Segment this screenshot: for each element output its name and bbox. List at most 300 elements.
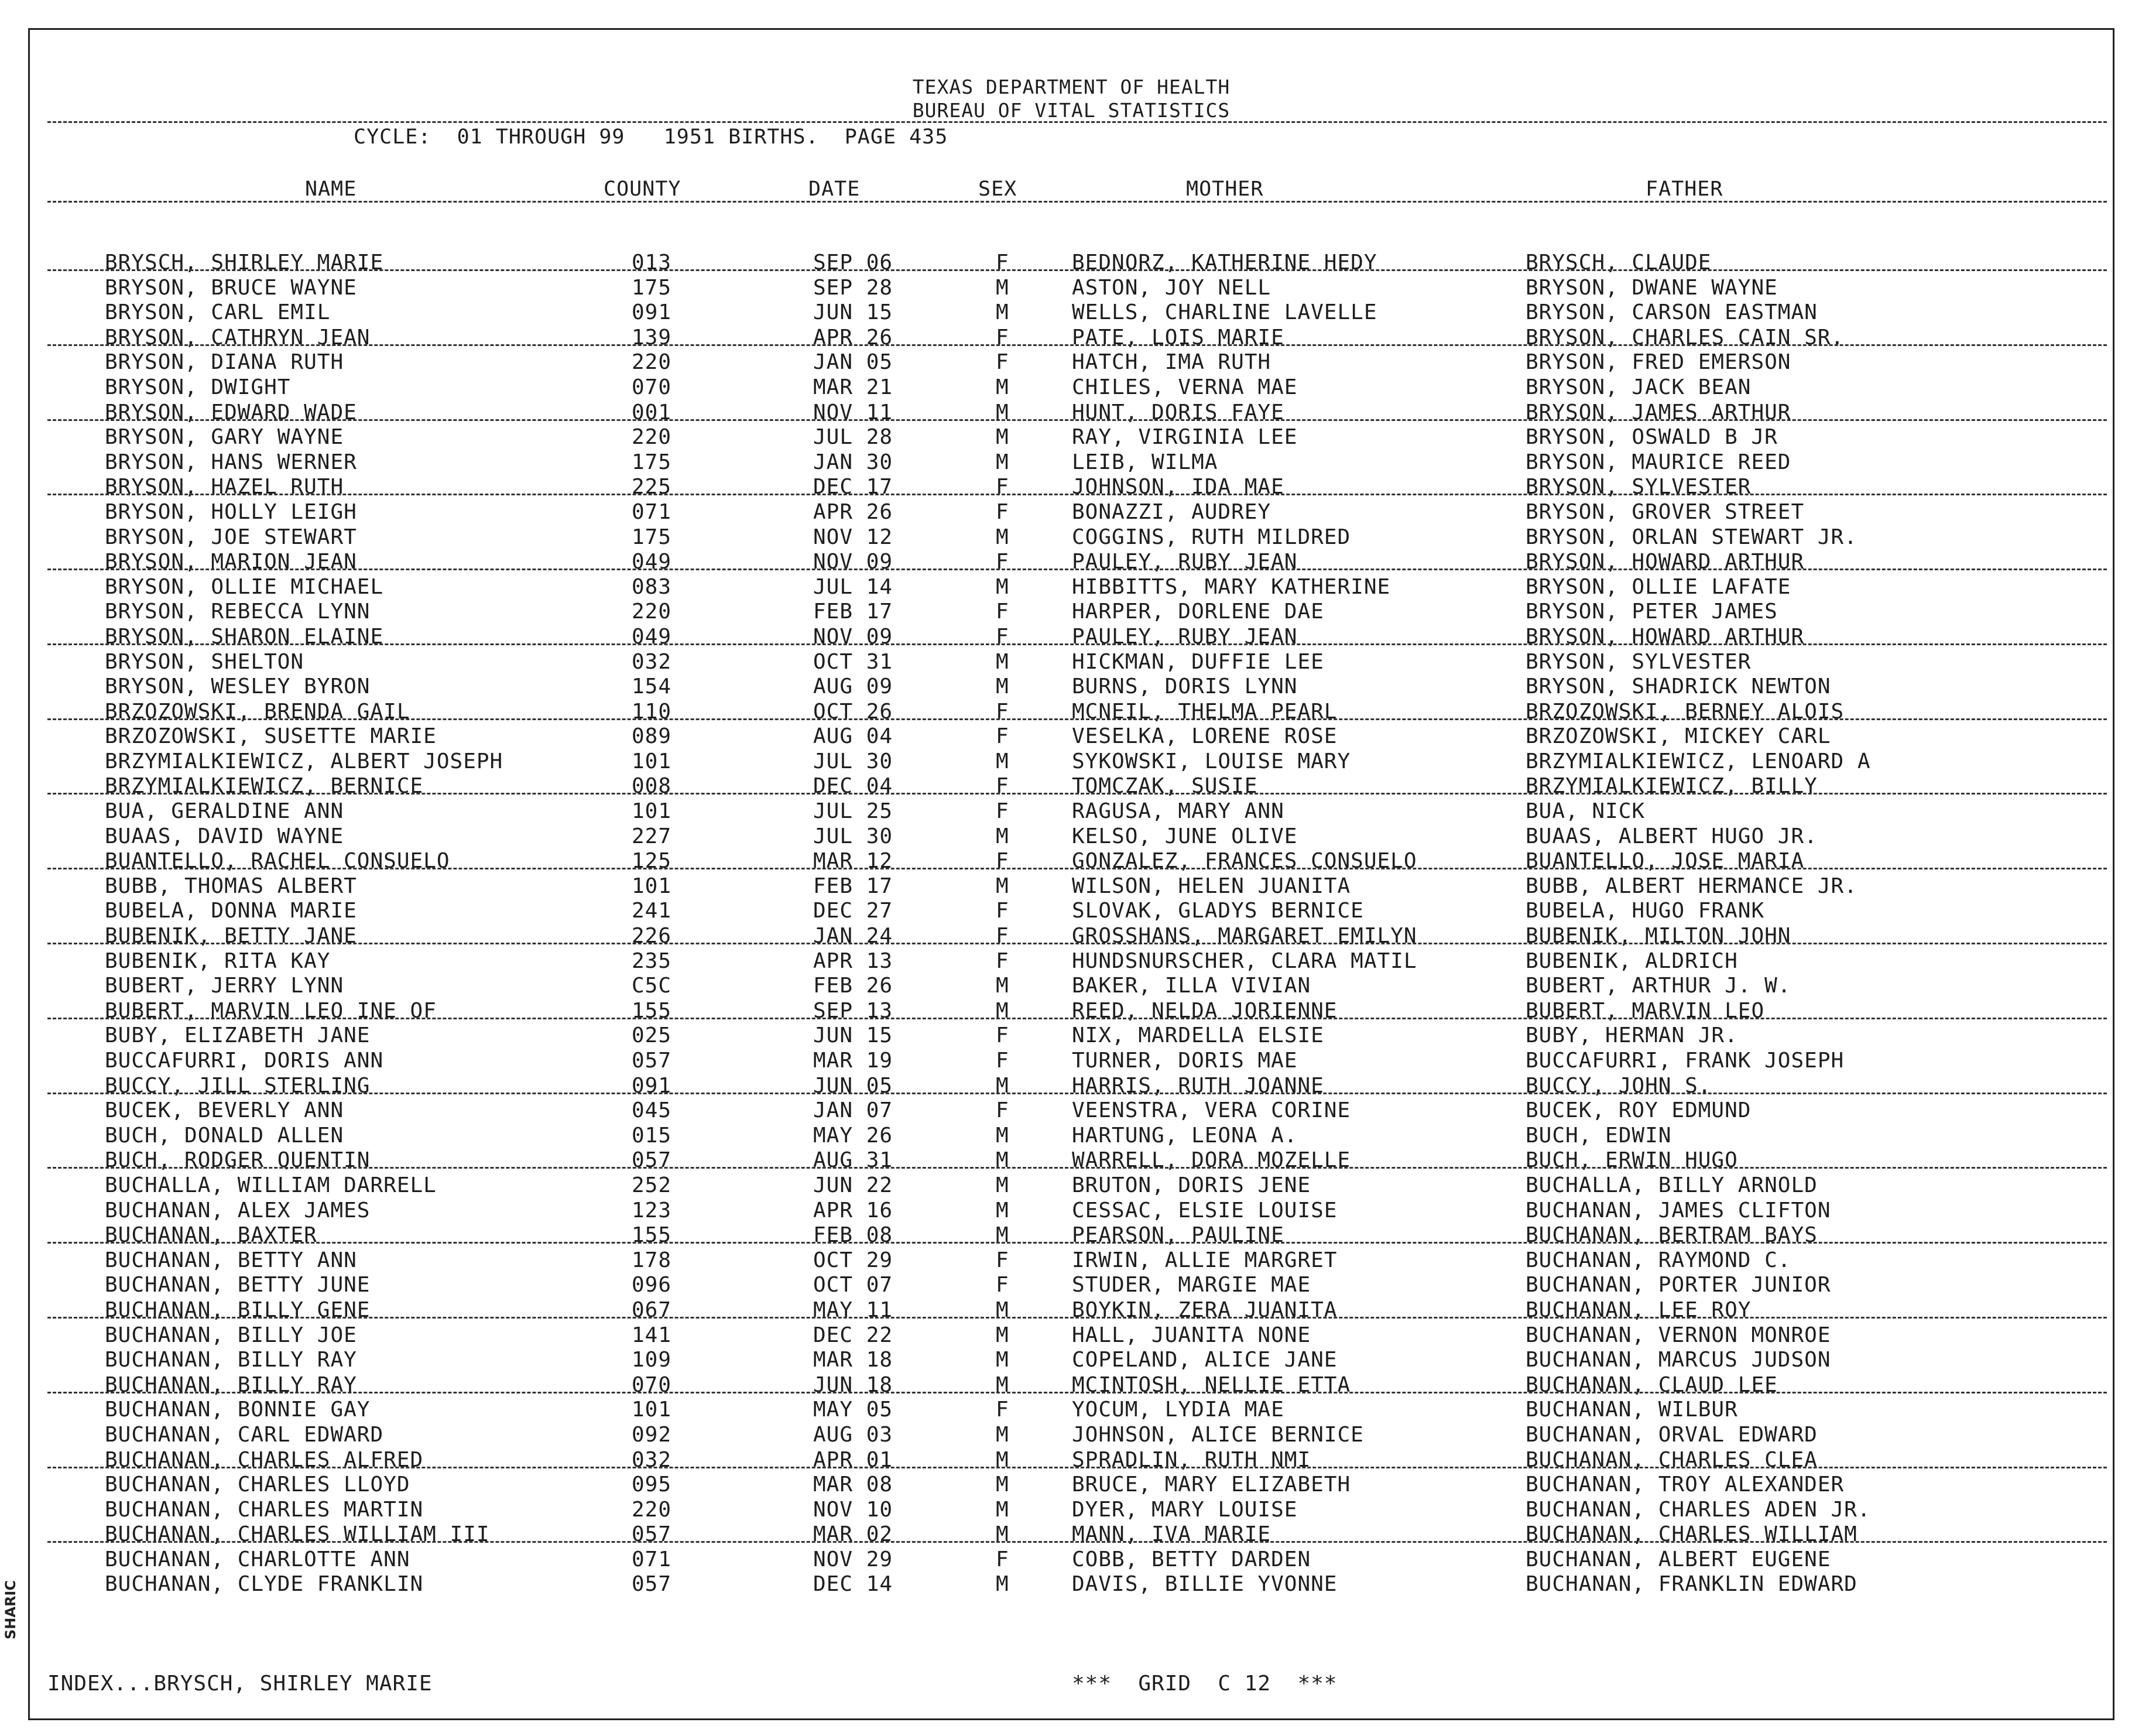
table-row [30, 1498, 2113, 1523]
cell-date: FEB 08 [813, 1223, 893, 1248]
cell-name: BUCHANAN, CHARLOTTE ANN [105, 1547, 410, 1571]
cell-father: BUCHANAN, ORVAL EDWARD [1526, 1422, 1818, 1447]
cell-mother: COPELAND, ALICE JANE [1072, 1348, 1338, 1372]
table-row [30, 426, 2113, 451]
cell-father: BRYSON, HOWARD ARTHUR [1526, 624, 1805, 649]
cell-date: AUG 03 [813, 1422, 893, 1447]
cell-name: BUCHANAN, BAXTER [105, 1223, 317, 1248]
cell-mother: VESELKA, LORENE ROSE [1072, 724, 1338, 749]
table-row [30, 625, 2113, 650]
column-header-rule [47, 201, 2107, 203]
cell-county: 032 [632, 649, 672, 674]
cell-name: BUBERT, JERRY LYNN [105, 974, 344, 998]
cell-date: JAN 07 [813, 1098, 893, 1123]
cell-sex: F [996, 350, 1009, 375]
cell-sex: M [996, 1572, 1009, 1597]
cell-sex: M [996, 1297, 1009, 1322]
cell-mother: WARRELL, DORA MOZELLE [1072, 1148, 1351, 1173]
cell-name: BRYSON, WESLEY BYRON [105, 674, 371, 699]
cell-name: BUCHANAN, CHARLES LLOYD [105, 1473, 410, 1497]
cell-date: FEB 17 [813, 600, 893, 624]
side-stamp: SHARIC [2, 1580, 19, 1639]
cell-date: NOV 12 [813, 525, 893, 549]
table-row [30, 276, 2113, 302]
cell-sex: F [996, 499, 1009, 524]
cell-date: MAR 02 [813, 1522, 893, 1547]
cell-county: 057 [632, 1522, 672, 1547]
cell-mother: BRUCE, MARY ELIZABETH [1072, 1473, 1351, 1497]
column-header-mother: MOTHER [1186, 177, 1264, 201]
cell-date: OCT 26 [813, 699, 893, 724]
cell-county: 025 [632, 1023, 672, 1048]
cell-date: APR 26 [813, 325, 893, 350]
table-row [30, 1573, 2113, 1598]
cell-father: BRYSON, PETER JAMES [1526, 600, 1778, 624]
cell-date: MAR 21 [813, 375, 893, 399]
cell-county: 241 [632, 899, 672, 923]
cell-name: BRYSON, HOLLY LEIGH [105, 499, 357, 524]
table-row [30, 950, 2113, 975]
cell-sex: F [996, 899, 1009, 923]
cell-mother: PAULEY, RUBY JEAN [1072, 550, 1298, 574]
cell-county: 091 [632, 300, 672, 325]
cell-name: BUCHANAN, BILLY RAY [105, 1372, 357, 1397]
cell-name: BUCHANAN, CHARLES ALFRED [105, 1447, 424, 1472]
cell-county: 045 [632, 1098, 672, 1123]
cell-county: 252 [632, 1173, 672, 1197]
cell-name: BRYSON, MARION JEAN [105, 550, 357, 574]
table-row [30, 451, 2113, 476]
cell-mother: COBB, BETTY DARDEN [1072, 1547, 1311, 1571]
table-row [30, 600, 2113, 625]
table-row [30, 550, 2113, 576]
cell-father: BUBENIK, ALDRICH [1526, 949, 1738, 973]
cell-mother: BRUTON, DORIS JENE [1072, 1173, 1311, 1197]
cell-county: 155 [632, 998, 672, 1023]
printout-page [28, 28, 2114, 1720]
cell-sex: F [996, 1547, 1009, 1571]
cell-name: BRZYMIALKIEWICZ, BERNICE [105, 774, 424, 799]
cell-county: 091 [632, 1073, 672, 1098]
cell-sex: M [996, 1198, 1009, 1223]
cell-name: BUBENIK, BETTY JANE [105, 924, 357, 949]
cell-date: OCT 07 [813, 1273, 893, 1297]
cell-date: APR 13 [813, 949, 893, 973]
cell-date: JUL 30 [813, 824, 893, 848]
cell-name: BRYSON, JOE STEWART [105, 525, 357, 549]
table-row [30, 326, 2113, 351]
cell-county: 109 [632, 1348, 672, 1372]
table-row [30, 1249, 2113, 1274]
table-row [30, 1324, 2113, 1349]
cell-sex: F [996, 624, 1009, 649]
table-row [30, 376, 2113, 401]
cell-sex: M [996, 1223, 1009, 1248]
cell-father: BUCHANAN, VERNON MONROE [1526, 1323, 1831, 1347]
cell-name: BRYSON, DWIGHT [105, 375, 291, 399]
cell-name: BUCHANAN, CLYDE FRANKLIN [105, 1572, 424, 1597]
cell-mother: WILSON, HELEN JUANITA [1072, 874, 1351, 898]
cell-sex: M [996, 1422, 1009, 1447]
cell-father: BRYSON, CARSON EASTMAN [1526, 300, 1818, 325]
cell-mother: SLOVAK, GLADYS BERNICE [1072, 899, 1364, 923]
cell-father: BUBERT, MARVIN LEO [1526, 998, 1765, 1023]
cell-county: 220 [632, 425, 672, 450]
cell-father: BRYSON, OLLIE LAFATE [1526, 574, 1791, 599]
cell-name: BUANTELLO, RACHEL CONSUELO [105, 849, 450, 874]
cell-date: JAN 05 [813, 350, 893, 375]
cell-sex: F [996, 475, 1009, 499]
cell-sex: F [996, 1023, 1009, 1048]
cell-mother: HUNT, DORIS FAYE [1072, 400, 1284, 424]
cell-mother: GONZALEZ, FRANCES CONSUELO [1072, 849, 1417, 874]
cell-mother: PAULEY, RUBY JEAN [1072, 624, 1298, 649]
table-row [30, 1273, 2113, 1299]
cell-mother: BAKER, ILLA VIVIAN [1072, 974, 1311, 998]
cell-sex: M [996, 1173, 1009, 1197]
cell-county: 096 [632, 1273, 672, 1297]
cell-father: BUCHANAN, BERTRAM BAYS [1526, 1223, 1818, 1248]
cell-county: 155 [632, 1223, 672, 1248]
cell-date: SEP 06 [813, 251, 893, 275]
cell-county: 049 [632, 550, 672, 574]
table-row [30, 650, 2113, 676]
cell-date: JUL 28 [813, 425, 893, 450]
cell-mother: HICKMAN, DUFFIE LEE [1072, 649, 1324, 674]
table-row [30, 251, 2113, 276]
cell-sex: M [996, 425, 1009, 450]
cell-sex: M [996, 674, 1009, 699]
cell-mother: MANN, IVA MARIE [1072, 1522, 1272, 1547]
header-agency: TEXAS DEPARTMENT OF HEALTH [912, 76, 1231, 98]
cell-county: 125 [632, 849, 672, 874]
cell-name: BRYSON, BRUCE WAYNE [105, 275, 357, 300]
cell-father: BRZYMIALKIEWICZ, LENOARD A [1526, 749, 1871, 773]
cell-name: BUCHANAN, BILLY RAY [105, 1348, 357, 1372]
cell-county: 070 [632, 375, 672, 399]
cell-sex: M [996, 1123, 1009, 1148]
cell-sex: M [996, 300, 1009, 325]
cell-county: 057 [632, 1572, 672, 1597]
cell-sex: F [996, 774, 1009, 799]
cell-county: 092 [632, 1422, 672, 1447]
cell-father: BUCHANAN, TROY ALEXANDER [1526, 1473, 1845, 1497]
table-row [30, 1224, 2113, 1249]
cell-father: BRYSON, SYLVESTER [1526, 649, 1752, 674]
cell-name: BUCH, DONALD ALLEN [105, 1123, 344, 1148]
cell-name: BUBB, THOMAS ALBERT [105, 874, 357, 898]
cell-name: BUAAS, DAVID WAYNE [105, 824, 344, 848]
cell-father: BUCHANAN, CLAUD LEE [1526, 1372, 1778, 1397]
table-row [30, 1299, 2113, 1324]
cell-father: BUCHALLA, BILLY ARNOLD [1526, 1173, 1818, 1197]
cell-name: BRZYMIALKIEWICZ, ALBERT JOSEPH [105, 749, 503, 773]
cell-sex: M [996, 1323, 1009, 1347]
cell-father: BUBENIK, MILTON JOHN [1526, 924, 1791, 949]
cell-father: BUCHANAN, JAMES CLIFTON [1526, 1198, 1831, 1223]
table-row [30, 800, 2113, 825]
table-row [30, 725, 2113, 750]
cell-county: 001 [632, 400, 672, 424]
cell-sex: M [996, 1148, 1009, 1173]
cell-date: MAR 19 [813, 1049, 893, 1073]
cell-father: BUA, NICK [1526, 799, 1646, 824]
cell-mother: TOMCZAK, SUSIE [1072, 774, 1258, 799]
cell-sex: F [996, 1273, 1009, 1297]
cell-father: BUCHANAN, PORTER JUNIOR [1526, 1273, 1831, 1297]
table-row [30, 675, 2113, 700]
cell-mother: WELLS, CHARLINE LAVELLE [1072, 300, 1377, 325]
cell-date: JAN 24 [813, 924, 893, 949]
cell-sex: F [996, 251, 1009, 275]
cell-name: BUCHANAN, BILLY JOE [105, 1323, 357, 1347]
cell-date: APR 26 [813, 499, 893, 524]
cell-sex: M [996, 400, 1009, 424]
cell-county: 141 [632, 1323, 672, 1347]
table-row [30, 1049, 2113, 1074]
cell-name: BRYSCH, SHIRLEY MARIE [105, 251, 384, 275]
table-row [30, 1024, 2113, 1049]
cell-mother: HATCH, IMA RUTH [1072, 350, 1272, 375]
cell-name: BUCH, RODGER QUENTIN [105, 1148, 371, 1173]
cell-mother: MCNEIL, THELMA PEARL [1072, 699, 1338, 724]
cell-county: 095 [632, 1473, 672, 1497]
cell-date: JUN 15 [813, 1023, 893, 1048]
cell-sex: M [996, 874, 1009, 898]
cell-date: DEC 17 [813, 475, 893, 499]
cell-father: BUANTELLO, JOSE MARIA [1526, 849, 1805, 874]
cell-name: BRYSON, HANS WERNER [105, 450, 357, 474]
cell-date: JUL 25 [813, 799, 893, 824]
cell-sex: F [996, 699, 1009, 724]
cell-date: JUN 18 [813, 1372, 893, 1397]
cell-father: BRYSON, DWANE WAYNE [1526, 275, 1778, 300]
cell-name: BUCEK, BEVERLY ANN [105, 1098, 344, 1123]
cell-mother: RAY, VIRGINIA LEE [1072, 425, 1298, 450]
cell-father: BRYSON, JAMES ARTHUR [1526, 400, 1791, 424]
column-header-county: COUNTY [604, 177, 681, 201]
cell-mother: GROSSHANS, MARGARET EMILYN [1072, 924, 1417, 949]
cell-sex: F [996, 949, 1009, 973]
cell-name: BUA, GERALDINE ANN [105, 799, 344, 824]
birth-records-table [30, 251, 2113, 1598]
cell-father: BUCEK, ROY EDMUND [1526, 1098, 1752, 1123]
table-row [30, 475, 2113, 501]
cell-date: FEB 17 [813, 874, 893, 898]
cell-father: BUCHANAN, FRANKLIN EDWARD [1526, 1572, 1857, 1597]
table-row [30, 775, 2113, 800]
cell-county: 175 [632, 525, 672, 549]
column-header-father: FATHER [1646, 177, 1723, 201]
cell-county: 101 [632, 874, 672, 898]
cell-name: BUBERT, MARVIN LEO INE OF [105, 998, 437, 1023]
cell-sex: M [996, 1522, 1009, 1547]
cell-mother: DYER, MARY LOUISE [1072, 1497, 1298, 1522]
cell-sex: F [996, 600, 1009, 624]
cell-father: BRZYMIALKIEWICZ, BILLY [1526, 774, 1818, 799]
cell-father: BRYSON, HOWARD ARTHUR [1526, 550, 1805, 574]
cell-date: DEC 22 [813, 1323, 893, 1347]
cell-sex: M [996, 998, 1009, 1023]
cell-sex: M [996, 1348, 1009, 1372]
cell-father: BUCHANAN, ALBERT EUGENE [1526, 1547, 1831, 1571]
cell-name: BRYSON, EDWARD WADE [105, 400, 357, 424]
cell-date: SEP 28 [813, 275, 893, 300]
table-row [30, 999, 2113, 1025]
cell-name: BRYSON, SHELTON [105, 649, 304, 674]
table-row [30, 875, 2113, 900]
cell-name: BUCCY, JILL STERLING [105, 1073, 371, 1098]
cell-mother: BURNS, DORIS LYNN [1072, 674, 1298, 699]
cell-date: JUN 22 [813, 1173, 893, 1197]
cell-county: 057 [632, 1049, 672, 1073]
header-rule [47, 121, 2107, 123]
table-row [30, 825, 2113, 850]
table-row [30, 1174, 2113, 1199]
cell-mother: HIBBITTS, MARY KATHERINE [1072, 574, 1391, 599]
cell-sex: M [996, 574, 1009, 599]
cell-county: 015 [632, 1123, 672, 1148]
cell-county: 220 [632, 1497, 672, 1522]
cell-father: BRYSON, GROVER STREET [1526, 499, 1805, 524]
cell-mother: SYKOWSKI, LOUISE MARY [1072, 749, 1351, 773]
cell-date: NOV 11 [813, 400, 893, 424]
cell-date: DEC 14 [813, 1572, 893, 1597]
table-row [30, 301, 2113, 326]
cell-mother: DAVIS, BILLIE YVONNE [1072, 1572, 1338, 1597]
table-row [30, 501, 2113, 526]
cell-date: JUL 14 [813, 574, 893, 599]
table-row [30, 576, 2113, 601]
cell-name: BRYSON, DIANA RUTH [105, 350, 344, 375]
cell-name: BRZOZOWSKI, SUSETTE MARIE [105, 724, 437, 749]
table-row [30, 1374, 2113, 1399]
cell-mother: MCINTOSH, NELLIE ETTA [1072, 1372, 1351, 1397]
cell-sex: M [996, 375, 1009, 399]
cell-father: BRYSON, JACK BEAN [1526, 375, 1752, 399]
cell-sex: M [996, 649, 1009, 674]
cell-name: BRYSON, CATHRYN JEAN [105, 325, 371, 350]
cell-father: BUCHANAN, CHARLES WILLIAM [1526, 1522, 1857, 1547]
cell-date: OCT 31 [813, 649, 893, 674]
cell-mother: KELSO, JUNE OLIVE [1072, 824, 1298, 848]
column-header-sex: SEX [978, 177, 1017, 201]
cell-sex: F [996, 550, 1009, 574]
table-row [30, 1348, 2113, 1374]
table-row [30, 899, 2113, 925]
cell-mother: RAGUSA, MARY ANN [1072, 799, 1284, 824]
cell-father: BRZOZOWSKI, BERNEY ALOIS [1526, 699, 1845, 724]
cell-father: BUCH, EDWIN [1526, 1123, 1672, 1148]
cell-mother: BOYKIN, ZERA JUANITA [1072, 1297, 1338, 1322]
table-row [30, 1074, 2113, 1100]
cell-date: APR 01 [813, 1447, 893, 1472]
cell-sex: F [996, 1248, 1009, 1272]
cell-mother: STUDER, MARGIE MAE [1072, 1273, 1311, 1297]
cell-date: MAY 11 [813, 1297, 893, 1322]
cell-mother: SPRADLIN, RUTH NMI [1072, 1447, 1311, 1472]
cell-date: MAR 18 [813, 1348, 893, 1372]
cell-sex: F [996, 849, 1009, 874]
cell-date: NOV 09 [813, 624, 893, 649]
cell-father: BRYSON, CHARLES CAIN SR. [1526, 325, 1845, 350]
cell-mother: JOHNSON, ALICE BERNICE [1072, 1422, 1364, 1447]
cell-name: BRYSON, CARL EMIL [105, 300, 331, 325]
column-header-name: NAME [305, 177, 357, 201]
cell-name: BUCHANAN, BILLY GENE [105, 1297, 371, 1322]
cell-date: AUG 04 [813, 724, 893, 749]
cell-county: 227 [632, 824, 672, 848]
cell-county: 226 [632, 924, 672, 949]
cell-mother: TURNER, DORIS MAE [1072, 1049, 1298, 1073]
table-row [30, 1398, 2113, 1423]
cell-date: JUN 05 [813, 1073, 893, 1098]
cell-name: BRYSON, HAZEL RUTH [105, 475, 344, 499]
cell-father: BRYSON, SYLVESTER [1526, 475, 1752, 499]
cell-date: FEB 26 [813, 974, 893, 998]
cell-date: NOV 29 [813, 1547, 893, 1571]
cell-name: BUCHANAN, BETTY JUNE [105, 1273, 371, 1297]
cell-county: 008 [632, 774, 672, 799]
cell-mother: JOHNSON, IDA MAE [1072, 475, 1284, 499]
cell-mother: PEARSON, PAULINE [1072, 1223, 1284, 1248]
table-row [30, 925, 2113, 950]
cell-county: 049 [632, 624, 672, 649]
table-row [30, 401, 2113, 426]
cell-father: BUBB, ALBERT HERMANCE JR. [1526, 874, 1857, 898]
cell-date: JAN 30 [813, 450, 893, 474]
cell-county: 032 [632, 1447, 672, 1472]
cell-date: DEC 27 [813, 899, 893, 923]
cell-county: 101 [632, 799, 672, 824]
cell-county: 139 [632, 325, 672, 350]
table-row [30, 850, 2113, 875]
cell-name: BRYSON, GARY WAYNE [105, 425, 344, 450]
cell-date: JUL 30 [813, 749, 893, 773]
cell-father: BUCHANAN, RAYMOND C. [1526, 1248, 1791, 1272]
cell-county: 071 [632, 499, 672, 524]
cell-date: NOV 09 [813, 550, 893, 574]
cell-father: BUBY, HERMAN JR. [1526, 1023, 1738, 1048]
cell-date: NOV 10 [813, 1497, 893, 1522]
cell-mother: HALL, JUANITA NONE [1072, 1323, 1311, 1347]
cell-sex: M [996, 275, 1009, 300]
cell-name: BUCHALLA, WILLIAM DARRELL [105, 1173, 437, 1197]
cell-county: C5C [632, 974, 672, 998]
cell-mother: PATE, LOIS MARIE [1072, 325, 1284, 350]
table-row [30, 1199, 2113, 1224]
cell-county: 175 [632, 275, 672, 300]
cell-mother: IRWIN, ALLIE MARGRET [1072, 1248, 1338, 1272]
table-row [30, 1548, 2113, 1573]
cell-mother: HARRIS, RUTH JOANNE [1072, 1073, 1324, 1098]
cell-mother: COGGINS, RUTH MILDRED [1072, 525, 1351, 549]
table-row [30, 1099, 2113, 1124]
cell-sex: M [996, 525, 1009, 549]
cell-name: BUCHANAN, BONNIE GAY [105, 1398, 371, 1422]
cell-name: BUCCAFURRI, DORIS ANN [105, 1049, 384, 1073]
column-header-date: DATE [808, 177, 861, 201]
cell-date: MAR 08 [813, 1473, 893, 1497]
cell-sex: M [996, 824, 1009, 848]
cell-sex: F [996, 1398, 1009, 1422]
cell-county: 123 [632, 1198, 672, 1223]
cell-mother: YOCUM, LYDIA MAE [1072, 1398, 1284, 1422]
cell-mother: ASTON, JOY NELL [1072, 275, 1272, 300]
cell-county: 220 [632, 350, 672, 375]
cell-mother: NIX, MARDELLA ELSIE [1072, 1023, 1324, 1048]
table-row [30, 351, 2113, 376]
